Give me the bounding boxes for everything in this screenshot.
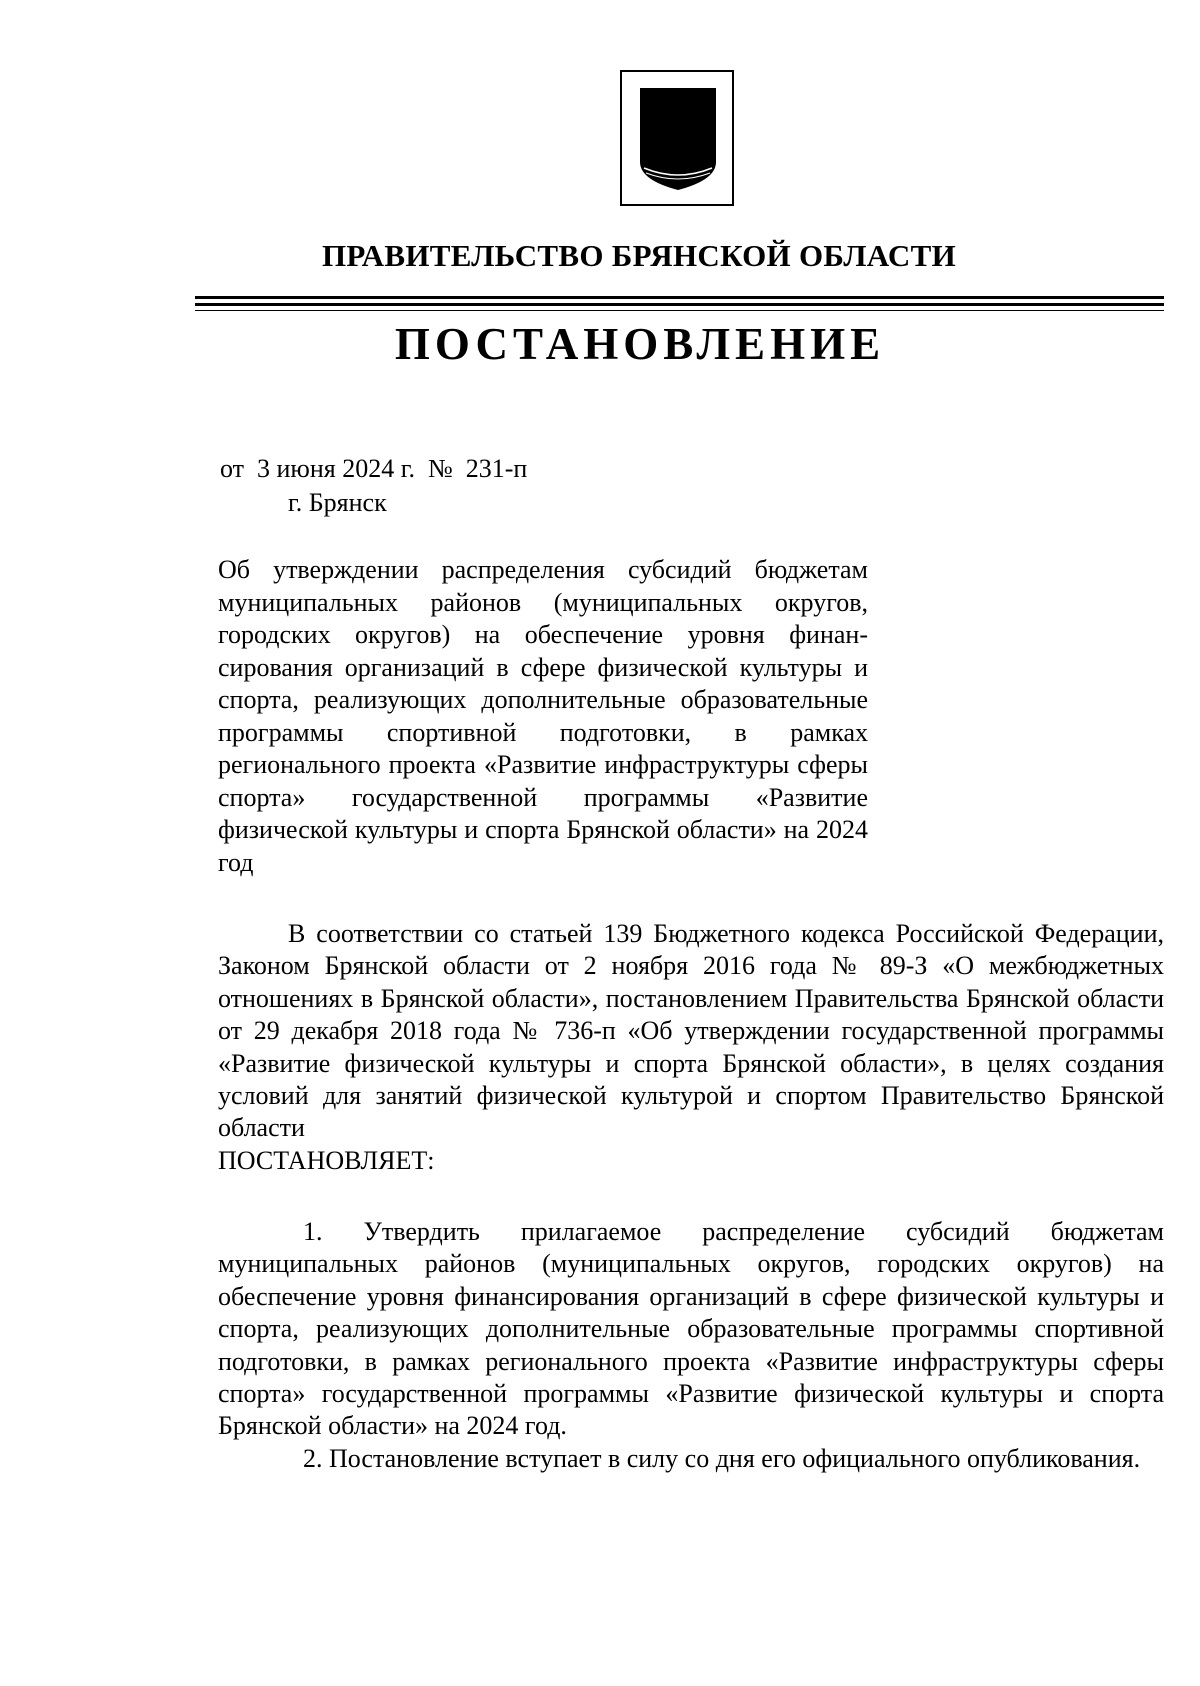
document-date-number: от 3 июня 2024 г. № 231-п bbox=[220, 454, 528, 483]
header-rule-middle bbox=[195, 303, 1164, 306]
coat-of-arms-frame bbox=[620, 70, 734, 206]
document-type: ПОСТАНОВЛЕНИЕ bbox=[394, 319, 886, 369]
government-title: ПРАВИТЕЛЬСТВО БРЯНСКОЙ ОБЛАСТИ bbox=[321, 238, 957, 273]
coat-of-arms-icon bbox=[636, 84, 720, 194]
preamble-section bbox=[218, 918, 1164, 1177]
document-subject bbox=[218, 554, 868, 879]
resolution-items bbox=[218, 1216, 1164, 1475]
preamble-paragraph: В соответствии со статьей 139 Бюджетного кодекса Российской Федерации, Законом Брянской области от 2 ноября 2016 года № 89-З «О межбюджетных отношениях в Брянской области», постановлением Правительства Брянской области от 29 декабря 2018 года № 736-п «Об утверждении государственной программы «Развитие физической культуры и спорта Брянской области», в целях создания условий для занятий физической культурой и спортом Правительство Брянской области bbox=[218, 919, 1164, 1143]
header-rule-thick bbox=[195, 296, 1164, 299]
header-rule-thin bbox=[195, 310, 1164, 311]
resolves-word: ПОСТАНОВЛЯЕТ: bbox=[218, 1145, 435, 1175]
document-city: г. Брянск bbox=[288, 488, 387, 517]
subject-text: Об утверждении распределения субсидий бюджетам муниципальных районов (муниципальных округов, городских округов) на обеспечение уровня финансирования организаций в сфере физической культуры и спорта, реализующих дополнительные образовательные программы спортивной подготовки, в рамках регионального проекта «Развитие инфраструктуры сферы спорта» государственной программы «Развитие физической культуры и спорта Брянской области» на 2024 год bbox=[218, 555, 868, 877]
resolution-item-1: 1. Утвердить прилагаемое распределение субсидий бюджетам муниципальных районов (муниципальных округов, городских округов) на обеспечение уровня финансирования организаций в сфере физической культуры и спорта, реализующих дополнительные образовательные программы спортивной подготовки, в рамках регионального проекта «Развитие инфраструктуры сферы спорта» государственной программы «Развитие физической культуры и спорта Брянской области» на 2024 год. bbox=[218, 1217, 1164, 1441]
resolution-item-2: 2. Постановление вступает в силу со дня его официального опубликования. bbox=[303, 1443, 1141, 1473]
